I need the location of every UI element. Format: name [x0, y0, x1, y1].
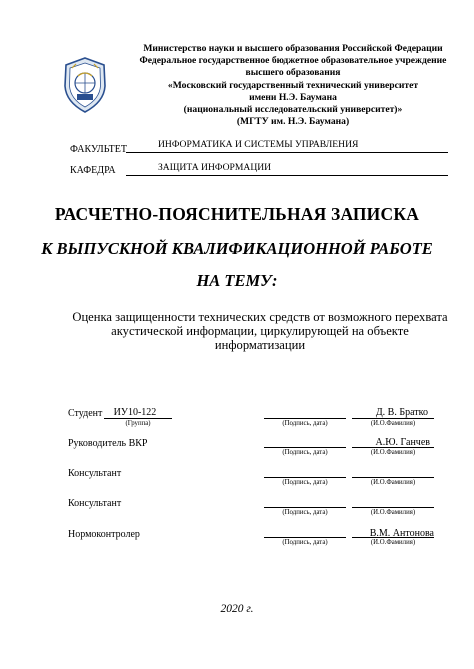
- document-year: 2020 г.: [220, 603, 254, 615]
- document-subtitle: К ВЫПУСКНОЙ КВАЛИФИКАЦИОННОЙ РАБОТЕ: [41, 239, 433, 258]
- normcontrol-label: Нормоконтролер: [68, 529, 140, 540]
- signature-line: [264, 477, 346, 478]
- name-caption: (И.О.Фамилия): [370, 420, 416, 427]
- university-emblem-icon: [62, 56, 108, 114]
- student-label: Студент: [68, 408, 103, 419]
- name-caption: (И.О.Фамилия): [370, 509, 416, 516]
- faculty-value: ИНФОРМАТИКА И СИСТЕМЫ УПРАВЛЕНИЯ: [158, 139, 359, 150]
- document-title: РАСЧЕТНО-ПОЯСНИТЕЛЬНАЯ ЗАПИСКА: [54, 204, 420, 224]
- org-line: (национальный исследовательский университет)»: [183, 104, 403, 116]
- department-value: ЗАЩИТА ИНФОРМАЦИИ: [158, 162, 272, 173]
- name-underline: [352, 447, 434, 448]
- org-line: высшего образования: [245, 67, 341, 79]
- org-line: «Московский государственный технический университет: [167, 79, 419, 91]
- normcontrol-name: В.М. Антонова: [369, 528, 434, 539]
- signature-caption: (Подпись, дата): [282, 479, 328, 486]
- organization-header: [128, 43, 458, 128]
- student-name: Д. В. Братко: [375, 407, 428, 418]
- group-caption: (Группа): [125, 420, 151, 427]
- org-line: Федеральное государственное бюджетное образовательное учреждение: [139, 55, 447, 67]
- topic-line: акустической информации, циркулирующей на объекте: [111, 324, 409, 339]
- supervisor-name: А.Ю. Ганчев: [375, 437, 430, 448]
- org-line: (МГТУ им. Н.Э. Баумана): [236, 116, 350, 128]
- signature-line: [264, 418, 346, 419]
- signature-line: [264, 537, 346, 538]
- signature-caption: (Подпись, дата): [282, 509, 328, 516]
- faculty-label: ФАКУЛЬТЕТ: [70, 144, 128, 155]
- student-group: ИУ10-122: [113, 407, 157, 418]
- signature-line: [264, 447, 346, 448]
- signature-caption: (Подпись, дата): [282, 449, 328, 456]
- department-label: КАФЕДРА: [70, 165, 116, 176]
- group-underline: [104, 418, 172, 419]
- signature-line: [264, 507, 346, 508]
- name-caption: (И.О.Фамилия): [370, 479, 416, 486]
- topic-heading: НА ТЕМУ:: [196, 271, 278, 290]
- consultant-label: Консультант: [68, 498, 122, 509]
- name-underline: [352, 507, 434, 508]
- signature-caption: (Подпись, дата): [282, 420, 328, 427]
- department-underline: [126, 175, 448, 176]
- name-underline: [352, 477, 434, 478]
- faculty-underline: [126, 152, 448, 153]
- org-line: Министерство науки и высшего образования Российской Федерации: [143, 43, 443, 54]
- topic-line: информатизации: [214, 338, 306, 353]
- name-caption: (И.О.Фамилия): [370, 449, 416, 456]
- signature-caption: (Подпись, дата): [282, 539, 328, 546]
- org-line: имени Н.Э. Баумана: [249, 91, 337, 103]
- name-underline: [352, 537, 434, 538]
- supervisor-label: Руководитель ВКР: [68, 438, 148, 449]
- thesis-topic: [50, 310, 470, 353]
- topic-line: Оценка защищенности технических средств от возможного перехвата: [72, 310, 448, 324]
- name-caption: (И.О.Фамилия): [370, 539, 416, 546]
- consultant-label: Консультант: [68, 468, 122, 479]
- name-underline: [352, 418, 434, 419]
